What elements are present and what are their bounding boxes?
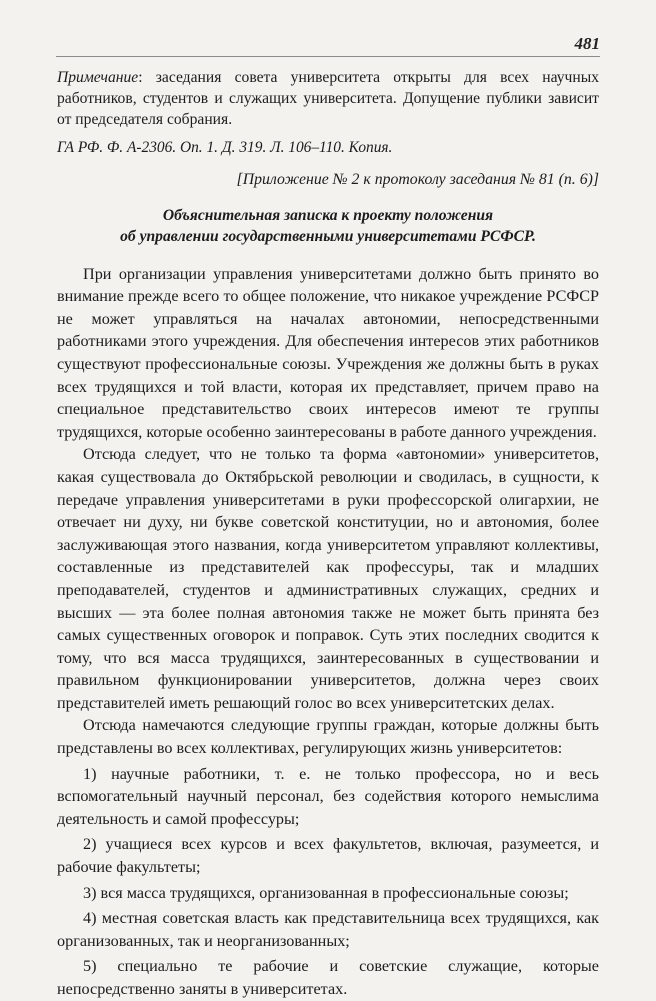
section-heading: [57, 205, 599, 247]
list-item-2: 2) учащиеся всех курсов и всех факультетов, включая, разумеется, и рабочие факультеты;: [57, 835, 599, 877]
list-item-5: 5) специально те рабочие и советские служащие, которые непосредственно заняты в университетах.: [57, 957, 599, 998]
note-label: Примечание: [57, 69, 139, 86]
archive-reference: ГА РФ. Ф. А-2306. Оп. 1. Д. 319. Л. 106–110. Копия.: [57, 139, 393, 156]
list-item-4: 4) местная советская власть как представительница всех трудящихся, как организованных, так и неорганизованных;: [57, 909, 599, 950]
heading-line-2: об управлении государственными университетами РСФСР.: [120, 227, 536, 245]
running-header: [56, 34, 600, 57]
paragraph-3: Отсюда намечаются следующие группы граждан, которые должны быть представлены во всех коллективах, регулирующих жизнь университетов:: [57, 716, 599, 758]
note: [57, 67, 599, 130]
list-item-3: 3) вся масса трудящихся, организованная в профессиональные союзы;: [83, 883, 569, 902]
paragraph-2: Отсюда следует, что не только та форма «автономии» университетов, какая существовала до Октябрьской революции и сводилась, в сущности, к передаче управления университетами в руки профессорской олигархии, не отвечает ни духу, ни букве советской конституции, но и автономия, более заслуживающая этого названия, когда университетом управляют коллективы, составленные из представителей как профессуры, так и младших преподавателей, студентов и административных служащих, средних и высших — эта более полная автономия также не может быть принята без самых существенных оговорок и поправок. Суть этих последних сводится к тому, что вся масса трудящихся, заинтересованных в существовании и правильном функционировании университетов, должна через своих представителей иметь решающий голос во всех университетских делах.: [57, 445, 599, 712]
paragraph-1: При организации управления университетами должно быть принято во внимание прежде всего то общее положение, что никакое учреждение РСФСР не может управляться на началах автономии, непосредственными работниками этого учреждения. Для обеспечения интересов этих работников существуют профессиональные союзы. Учреждения же должны быть в руках всех трудящихся и той власти, которая их представляет, причем право на специальное представительство своих интересов имеют те группы трудящихся, которые особенно заинтересованы в работе данного учреждения.: [57, 264, 599, 441]
list-item-1: 1) научные работники, т. е. не только профессора, но и весь вспомогательный научный персонал, без содействия которого немыслима деятельность и самой профессуры;: [57, 764, 599, 828]
appendix-reference: [Приложение № 2 к протоколу заседания № 81 (п. 6)]: [236, 171, 599, 188]
page-content: [57, 67, 599, 1001]
page-number: 481: [574, 34, 600, 53]
note-text: : заседания совета университета открыты для всех научных работников, студентов и служащих университета. Допущение публики зависит от председателя собрания.: [57, 69, 599, 128]
heading-line-1: Объяснительная записка к проекту положения: [162, 206, 494, 224]
